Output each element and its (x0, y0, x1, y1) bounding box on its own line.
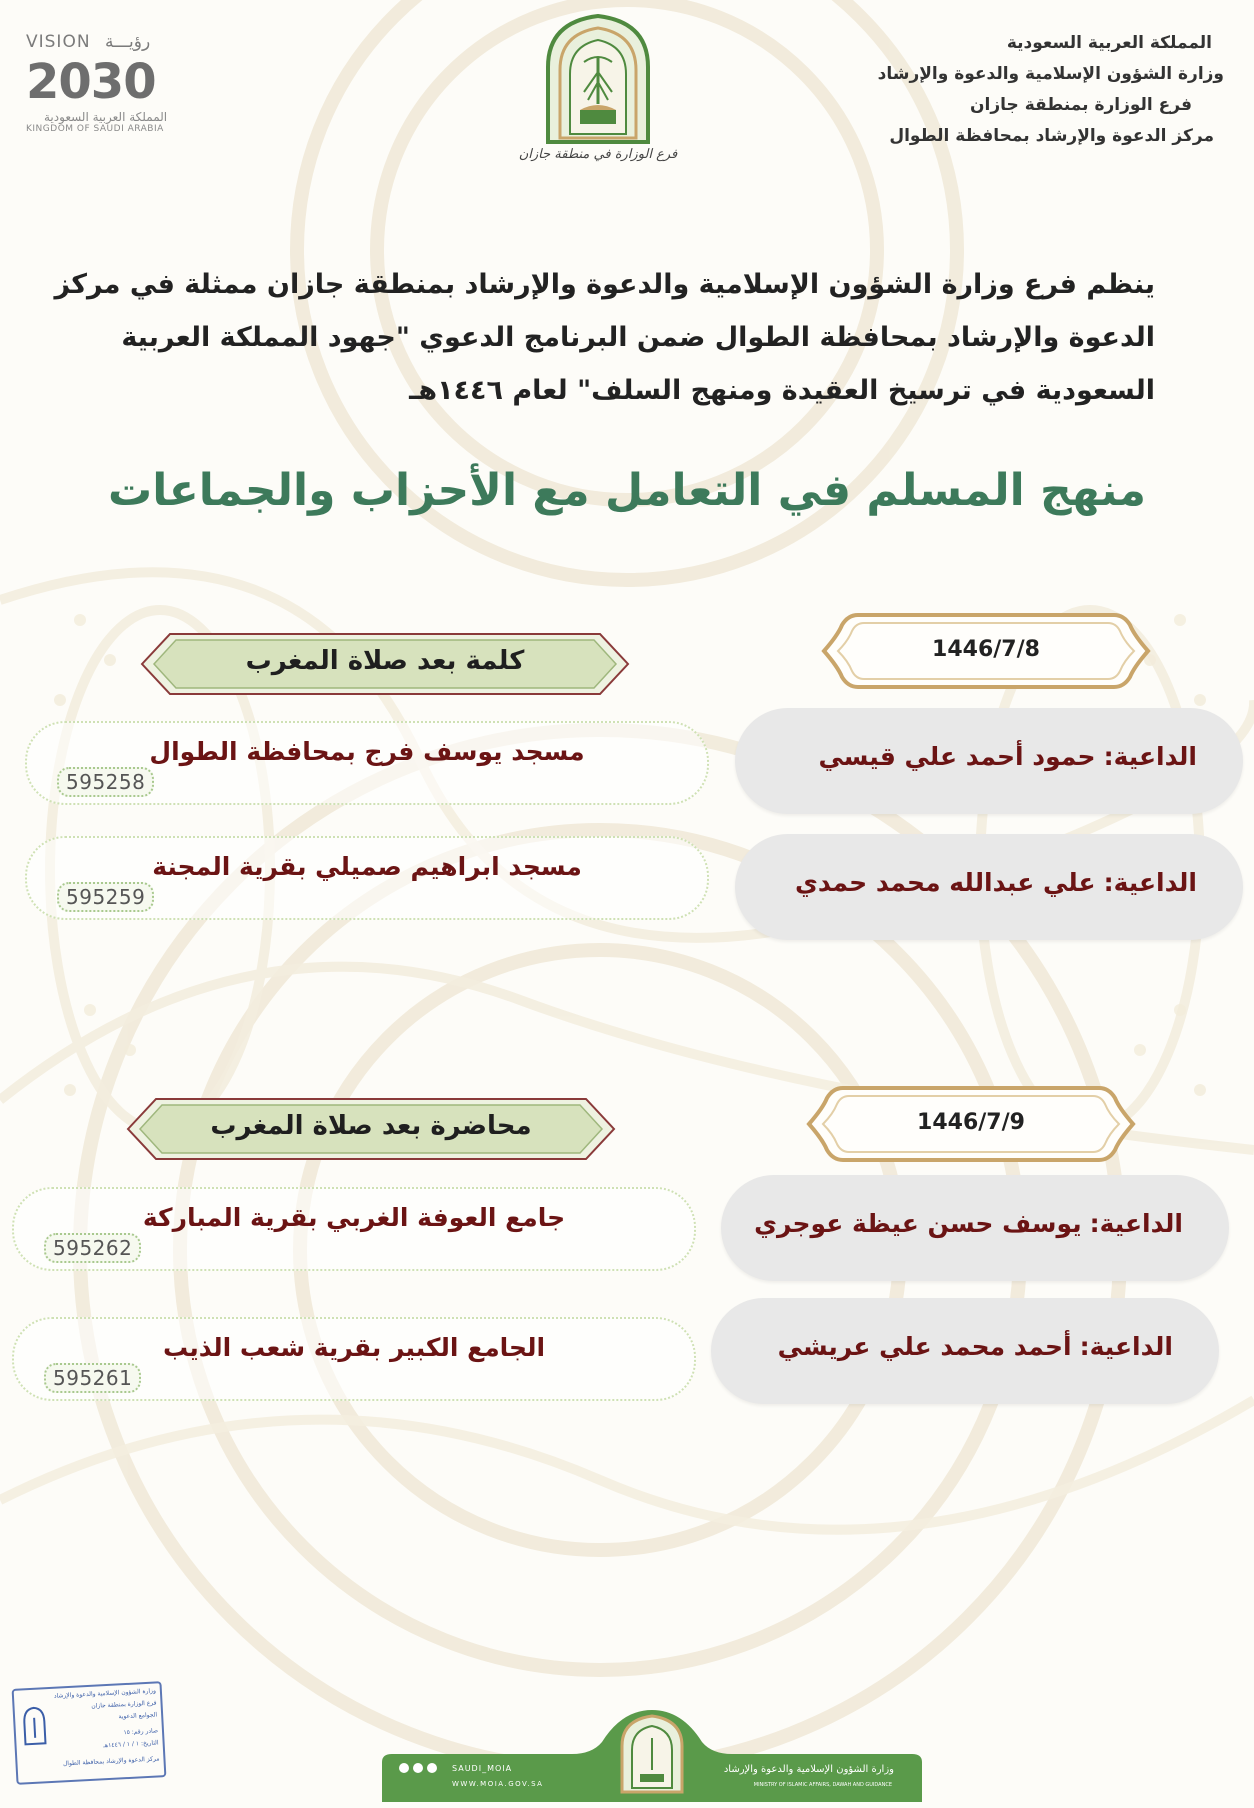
preacher-pill (711, 1298, 1219, 1404)
mosque-code: 595262 (44, 1233, 141, 1263)
preacher-name: حمود أحمد علي قيسي (818, 742, 1096, 771)
mosque-box (25, 836, 709, 920)
mosque-code: 595261 (44, 1363, 141, 1393)
intro-line: السعودية في ترسيخ العقيدة ومنهج السلف" لعام ١٤٤٦هـ (409, 375, 1155, 406)
footer-ministry-en: MINISTRY OF ISLAMIC AFFAIRS, DAWAH AND GUIDANCE (753, 1782, 892, 1788)
logo-caption: فرع الوزارة في منطقة جازان (518, 147, 678, 162)
header-country: المملكة العربية السعودية (1006, 33, 1212, 53)
preacher-text (795, 868, 1197, 897)
session-date: 1446/7/9 (917, 1110, 1025, 1135)
date-badge (803, 1084, 1139, 1164)
mosque-box (12, 1187, 696, 1271)
session-type: كلمة بعد صلاة المغرب (245, 646, 525, 676)
preacher-pill (735, 708, 1243, 814)
session-type-ribbon (140, 626, 630, 702)
footer-ministry-ar: وزارة الشؤون الإسلامية والدعوة والإرشاد (723, 1764, 894, 1775)
header-center: مركز الدعوة والإرشاد بمحافظة الطوال (889, 126, 1214, 146)
header-block (812, 28, 1224, 152)
preacher-label: الداعية: (1103, 868, 1197, 897)
preacher-name: علي عبدالله محمد حمدي (795, 868, 1096, 897)
preacher-name: أحمد محمد علي عريشي (777, 1332, 1072, 1361)
preacher-pill (735, 834, 1243, 940)
preacher-name: يوسف حسن عيظة عوجري (754, 1209, 1082, 1238)
session-type-ribbon (126, 1091, 616, 1167)
mosque-arch-icon (518, 12, 678, 147)
vision-arabic-name: المملكة العربية السعودية (44, 110, 168, 124)
mosque-box (12, 1317, 696, 1401)
session-type: محاضرة بعد صلاة المغرب (210, 1111, 532, 1141)
preacher-pill (721, 1175, 1229, 1281)
vision-2030-logo (24, 30, 184, 135)
program-title: منهج المسلم في التعامل مع الأحزاب والجماعات (108, 465, 1146, 516)
footer-handle: SAUDI_MOIA (452, 1764, 513, 1773)
stamp-emblem-icon (21, 1705, 49, 1746)
stamp-line: وزارة الشؤون الإسلامية والدعوة والإرشاد (53, 1687, 157, 1700)
header-ministry: وزارة الشؤون الإسلامية والدعوة والإرشاد (877, 64, 1224, 84)
vision-english-name: KINGDOM OF SAUDI ARABIA (26, 124, 164, 134)
session-date: 1446/7/8 (932, 637, 1040, 662)
vision-year: 2030 (26, 54, 156, 110)
preacher-text (819, 742, 1198, 771)
mosque-code: 595258 (57, 767, 154, 797)
mosque-name: جامع العوفة الغربي بقرية المباركة (142, 1203, 566, 1232)
stamp-line: مركز الدعوة والإرشاد بمحافظة الطوال (62, 1755, 160, 1768)
footer-website: WWW.MOIA.GOV.SA (452, 1780, 544, 1788)
stamp-line: التاريخ: ١ / ١ / ١٤٤٦هـ (103, 1739, 159, 1750)
vision-word: VISION رؤيـــة (26, 32, 151, 52)
mosque-box (25, 721, 709, 805)
footer-bar (382, 1702, 922, 1802)
mosque-name: مسجد يوسف فرج بمحافظة الطوال (149, 737, 585, 766)
intro-line: ينظم فرع وزارة الشؤون الإسلامية والدعوة والإرشاد بمنطقة جازان ممثلة في مركز (54, 269, 1155, 300)
stamp-line: صادر رقم: ١٥ (123, 1727, 159, 1737)
mosque-name: الجامع الكبير بقرية شعب الذيب (162, 1333, 546, 1362)
intro-line: الدعوة والإرشاد بمحافظة الطوال ضمن البرنامج الدعوي "جهود المملكة العربية (121, 322, 1155, 353)
preacher-label: الداعية: (1079, 1332, 1173, 1361)
stamp-line: فرع الوزارة بمنطقة جازان (91, 1699, 157, 1710)
mosque-name: مسجد ابراهيم صميلي بقرية المجنة (152, 852, 582, 881)
ministry-logo (518, 12, 678, 172)
preacher-text (754, 1209, 1183, 1238)
date-badge (818, 611, 1154, 691)
intro-paragraph (54, 258, 1155, 417)
stamp-line: الجوامع الدعوية (118, 1711, 158, 1721)
header-branch: فرع الوزارة بمنطقة جازان (970, 95, 1192, 115)
official-stamp (12, 1681, 167, 1785)
preacher-label: الداعية: (1089, 1209, 1183, 1238)
preacher-text (778, 1332, 1173, 1361)
preacher-label: الداعية: (1103, 742, 1197, 771)
mosque-code: 595259 (57, 882, 154, 912)
